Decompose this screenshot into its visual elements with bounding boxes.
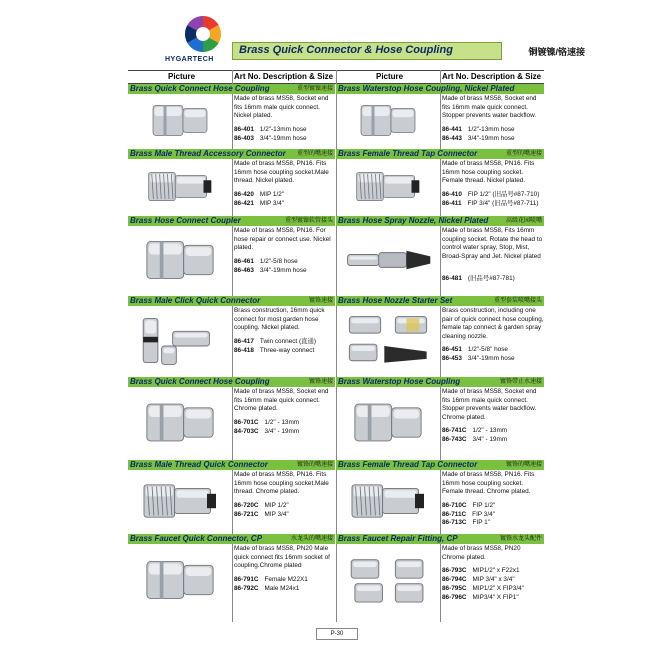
article-number: 86-793C [442,567,467,575]
section-header [128,84,335,94]
article-line [442,519,490,528]
hygartech-logo-icon [168,12,238,72]
article-line [234,576,308,585]
section-title-cn: 高级花园喷嘴 [505,218,542,224]
section-header [128,377,335,387]
product-photo-icon [134,391,226,454]
section-title: Brass Faucet Repair Fitting, CP [338,534,458,543]
article-line [442,275,515,284]
article-size: MIP 3/4" x 3/4" [472,576,515,583]
section-header [128,149,335,159]
section-header [336,377,544,387]
article-line [234,267,307,276]
article-size: 3/4" - 19mm [472,436,508,444]
article-line [442,427,507,436]
section-title-cn: 镀铬水龙头配件 [499,536,542,542]
product-photo-icon [342,310,434,371]
section-description: Made of brass MS58, Fits 16mm coupling socket. Rotate the head to control water spray, Stop, Mist, Broad-Spray and Jet. Nickel plated [442,227,543,260]
article-number: 86-792C [234,584,259,592]
section-title-cn: 水龙头的嘴速接 [290,536,333,542]
section-description: Made of brass MS58, Socket end fits 16mm male quick connect. Stopper prevents water backflow. Chrome plated. [442,388,537,421]
article-size: MIP 3/4" [264,510,289,518]
article-size: 1/2"-5/8 hose [259,257,298,265]
article-line [442,594,519,603]
page-title-bar [232,42,585,60]
article-number: 86-796C [442,593,467,601]
col-header-picture-left: Picture [168,72,196,81]
product-photo-icon [134,98,226,143]
article-number: 86-420 [234,190,254,198]
section-title: Brass Male Thread Quick Connector [130,460,268,469]
page-title: Brass Quick Connector & Hose Coupling [239,44,453,56]
catalog-page [128,12,585,640]
product-image [342,230,434,295]
article-line [234,135,307,144]
section-header [336,296,544,306]
article-line [442,135,515,144]
product-photo-icon [342,548,434,612]
section-title-cn: 重型的嘴速接 [505,151,542,157]
article-number: 86-721C [234,510,259,518]
article-number: 86-453 [442,355,462,363]
article-number: 86-461 [234,257,254,265]
section-title-cn: 镀铬带止水速接 [499,379,542,385]
article-line [234,258,298,267]
article-size: FIP 3/4" (旧品号#87-711) [467,199,539,207]
section-title-cn: 镀铬的嘴速接 [505,462,542,468]
article-size: Female M22X1 [264,575,308,583]
article-number: 86-401 [234,125,254,133]
col-header-picture-right: Picture [376,72,404,81]
article-size: MIP 1/2" [259,190,285,198]
section-description: Made of brass MS58, Socket end fits 16mm male quick connect. Chrome plated. [234,388,329,413]
article-number: 86-421 [234,199,254,207]
section-header [128,460,335,470]
product-image [342,310,434,376]
product-image [342,98,434,148]
product-image [342,548,434,617]
article-size: 3/4"-19mm hose [259,266,307,274]
article-number: 86-720C [234,501,259,509]
article-size: MIP1/2" X FIP3/4" [472,584,524,592]
article-line [442,191,539,200]
section-description: Made of brass MS58, PN16. For hose repair or connect use. Nickel plated. [234,227,331,252]
article-size: 1/2"-5/8" hose [467,346,508,354]
article-size: FIP 1" [472,519,490,527]
article-line [442,502,495,511]
product-photo-icon [134,474,226,528]
article-size: Three-way connect [259,346,315,354]
article-number: 86-403 [234,134,254,142]
product-image [134,391,226,459]
article-number: 86-794C [442,576,467,583]
article-size: Twin connect (直通) [259,337,317,345]
article-line [234,338,316,347]
article-size: Male M24x1 [264,584,300,592]
article-number: 86-463 [234,266,254,274]
section-title: Brass Hose Spray Nozzle, Nickel Plated [338,216,489,225]
article-size: 3/4"-19mm hose [259,134,307,142]
section-title: Brass Waterstop Hose Coupling [338,377,461,386]
article-size: MIP 3/4" [259,199,285,207]
section-description: Made of brass MS58, PN16. Fits 16mm hose coupling socket. Female thread. Nickel plated. [442,160,535,185]
brand-name: HYGARTECH [165,56,214,63]
product-photo-icon [342,474,434,528]
section-description: Made of brass MS58, Socket end fits 16mm male quick connect. Nickel plated. [234,95,329,120]
article-number: 86-743C [442,436,467,444]
article-number: 86-441 [442,125,462,133]
article-line [442,576,515,585]
product-image [342,391,434,459]
section-header [336,84,544,94]
article-line [442,436,507,445]
product-photo-icon [134,230,226,290]
section-title-cn: 重型镀镍软管接头 [284,218,333,224]
article-size: MIP1/2" x F22x1 [472,567,520,575]
section-title: Brass Waterstop Hose Coupling, Nickel Plated [338,84,515,93]
section-header [336,149,544,159]
section-header [128,534,335,544]
col-header-art-right: Art No. Description & Size [442,72,542,81]
article-line [234,585,299,594]
article-number: 86-451 [442,346,462,354]
article-line [234,126,307,135]
article-size: 3/4"-19mm hose [467,355,515,363]
article-number: 86-713C [442,519,467,527]
article-size: MIP3/4" X FIP1" [472,593,519,601]
article-line [234,419,299,428]
article-number: 86-418 [234,346,254,354]
section-title-cn: 镀铬速接 [308,298,333,304]
article-number: 86-701C [234,418,259,426]
product-image [342,474,434,533]
article-number: 86-741C [442,427,467,435]
article-line [234,200,284,209]
article-size: 1/2"-13mm hose [467,125,515,133]
product-photo-icon [134,548,226,612]
section-title-cn: 重型的嘴速接 [296,151,333,157]
article-line [442,567,520,576]
article-size: FIP 1/2" (旧品号#87-710) [467,190,540,198]
article-line [442,126,515,135]
section-title: Brass Male Thread Accessory Connector [130,149,286,158]
article-size: MIP 1/2" [264,501,289,509]
col-header-art-left: Art No. Description & Size [234,72,334,81]
page-title-cn: 铜镀镍/铬速接 [528,47,585,57]
article-number: 86-417 [234,337,254,345]
section-title-cn: 重型镀镍速接 [296,86,333,92]
article-line [442,200,538,209]
section-title-cn: 重型套装喷嘴接头 [493,298,542,304]
product-image [342,163,434,215]
product-image [134,474,226,533]
article-size: 1/2" - 13mm [264,418,300,426]
article-line [234,347,314,356]
product-image [134,163,226,215]
section-description: Brass construction, 16mm quick connect for most garden hose coupling. Nickel plated. [234,307,325,332]
article-line [234,191,284,200]
section-title: Brass Quick Connect Hose Coupling [130,377,270,386]
article-number: 86-795C [442,584,467,592]
article-size: (旧品号#87-781) [467,275,515,282]
section-description: Brass construction, including one pair of quick connect hose coupling, female tap connect & garden spray cleaning nozzle. [442,307,544,340]
section-description: Made of brass MS58, PN20 Chrome plated. [442,545,521,561]
section-header [336,216,544,226]
article-line [234,502,289,511]
article-number: 86-443 [442,134,462,142]
article-number: 86-710C [442,501,467,509]
article-line [442,355,515,364]
article-size: 3/4" - 19mm [264,427,300,435]
product-photo-icon [134,310,226,371]
article-size: FIP 1/2" [472,501,496,509]
section-title: Brass Hose Connect Coupler [130,216,241,225]
product-image [134,230,226,295]
section-title: Brass Male Click Quick Connector [130,296,261,305]
section-title: Brass Female Thread Tap Connector [338,460,478,469]
article-number: 86-481 [442,275,462,282]
section-header [336,460,544,470]
article-number: 86-791C [234,575,259,583]
section-description: Made of brass MS58, PN16. Fits 16mm hose coupling socket. Female thread. Chrome plated. [442,471,535,496]
article-line [442,585,524,594]
article-line [234,428,299,437]
product-image [134,98,226,148]
article-size: 3/4"-19mm hose [467,134,515,142]
section-header [128,216,335,226]
section-title-cn: 镀铬速接 [308,379,333,385]
article-size: FIP 3/4" [472,510,495,518]
article-size: 1/2"-13mm hose [259,125,307,133]
article-line [442,511,495,520]
section-title: Brass Quick Connect Hose Coupling [130,84,270,93]
section-description: Made of brass MS58, PN16. Fits 16mm hose coupling socket.Male thread. Chrome plated. [234,471,329,496]
section-header [128,296,335,306]
section-title: Brass Hose Nozzle Starter Set [338,296,453,305]
product-photo-icon [342,163,434,210]
product-photo-icon [134,163,226,210]
section-description: Made of brass MS58, PN16. Fits 16mm hose coupling socket.Male thread. Nickel plated. [234,160,329,185]
section-description: Made of brass MS58, PN20 Male quick connect fits 16mm socket of coupling.Chrome plated [234,545,330,570]
section-title: Brass Faucet Quick Connector, CP [130,534,263,543]
article-number: 86-411 [442,199,462,207]
product-image [134,310,226,376]
article-number: 86-410 [442,190,462,198]
section-title: Brass Female Thread Tap Connector [338,149,478,158]
page-number: P-30 [316,628,358,640]
article-number: 86-711C [442,510,467,518]
article-line [442,346,508,355]
article-size: 1/2" - 13mm [472,427,508,435]
section-title-cn: 镀铬的嘴速接 [296,462,333,468]
product-photo-icon [342,230,434,290]
section-header [336,534,544,544]
article-line [234,511,289,520]
section-description: Made of brass MS58, Socket end fits 16mm male quick connect. Stopper prevents water backflow. [442,95,537,120]
article-number: 84-703C [234,427,259,435]
product-photo-icon [342,98,434,143]
product-photo-icon [342,391,434,454]
product-image [134,548,226,617]
